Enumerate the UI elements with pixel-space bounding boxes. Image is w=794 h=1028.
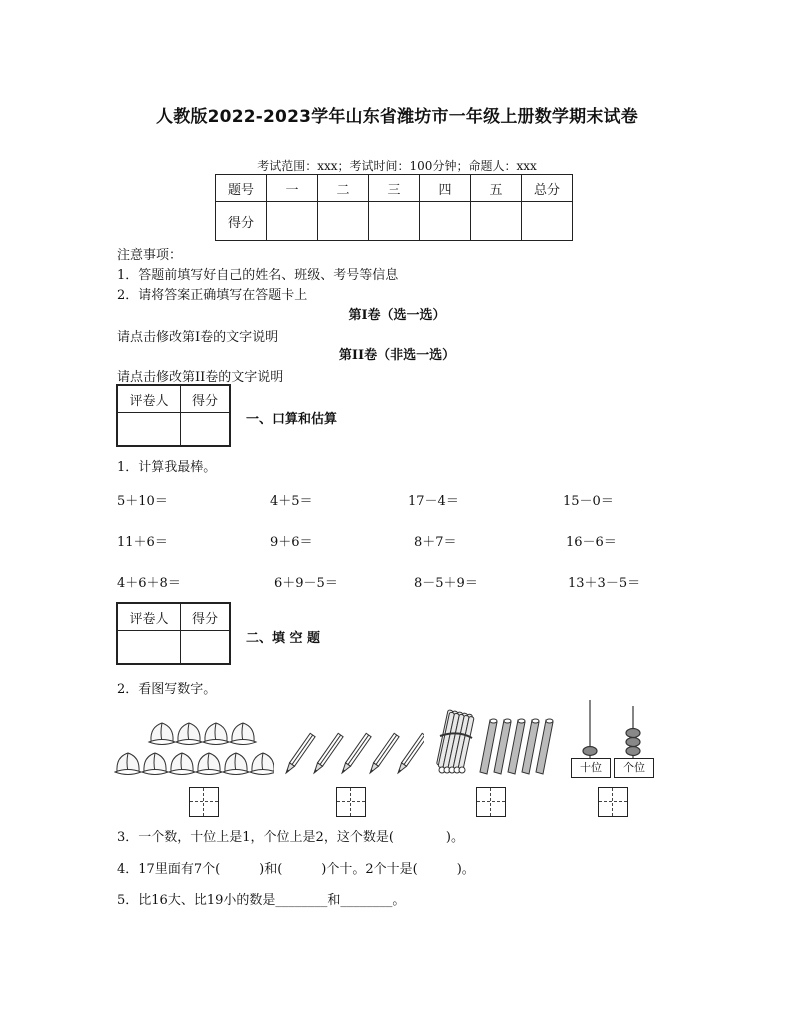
score-header-cell: 一 bbox=[267, 175, 318, 202]
grader-score-label: 得分 bbox=[181, 385, 231, 413]
pencil-icon bbox=[284, 733, 315, 774]
stick-icon bbox=[494, 720, 511, 774]
calc-item: 9＋6＝ bbox=[270, 535, 313, 550]
question-5: 5．比16大、比19小的数是________和________。 bbox=[117, 893, 406, 908]
score-header-cell: 五 bbox=[471, 175, 522, 202]
grader-table bbox=[116, 384, 231, 447]
score-header-cell: 题号 bbox=[216, 175, 267, 202]
calc-item: 16－6＝ bbox=[566, 535, 617, 550]
grader-score-label: 得分 bbox=[181, 603, 231, 631]
abacus-ones-label: 个位 bbox=[614, 758, 654, 778]
exam-info: 考试范围：xxx；考试时间：100分钟；命题人：xxx bbox=[257, 159, 537, 173]
abacus-bead bbox=[583, 747, 597, 756]
peach-icon bbox=[115, 753, 141, 775]
score-input-cell[interactable] bbox=[420, 202, 471, 241]
stick-icon bbox=[536, 720, 553, 774]
peach-icon bbox=[169, 753, 195, 775]
score-header-cell: 总分 bbox=[522, 175, 573, 202]
abacus-bead bbox=[626, 747, 640, 756]
stick-bundle-icon bbox=[436, 710, 474, 773]
abacus-tens-label: 十位 bbox=[571, 758, 611, 778]
peach-icon bbox=[203, 723, 229, 745]
grader-reviewer-cell[interactable] bbox=[117, 631, 181, 665]
sticks-picture bbox=[436, 706, 554, 778]
volume1-desc[interactable]: 请点击修改第I卷的文字说明 bbox=[117, 330, 279, 345]
peach-icon bbox=[149, 723, 175, 745]
stick-icon bbox=[508, 720, 525, 774]
volume2-title: 第II卷（非选一选） bbox=[338, 348, 456, 363]
calc-item: 8＋7＝ bbox=[414, 535, 457, 550]
calc-item: 4＋5＝ bbox=[270, 494, 313, 509]
peach-icon bbox=[176, 723, 202, 745]
peach-icon bbox=[250, 753, 274, 775]
abacus-bead bbox=[626, 738, 640, 747]
stick-icon bbox=[522, 720, 539, 774]
peach-icon bbox=[230, 723, 256, 745]
page-title: 人教版2022-2023学年山东省潍坊市一年级上册数学期末试卷 bbox=[156, 107, 638, 127]
answer-box[interactable] bbox=[336, 787, 366, 817]
peach-icon bbox=[142, 753, 168, 775]
question-2: 2．看图写数字。 bbox=[117, 682, 217, 697]
section2-title: 二、填 空 题 bbox=[246, 631, 321, 646]
calc-item: 17－4＝ bbox=[408, 494, 459, 509]
abacus-rods bbox=[571, 700, 653, 760]
score-input-cell[interactable] bbox=[318, 202, 369, 241]
peaches-picture bbox=[114, 715, 274, 781]
score-input-cell[interactable] bbox=[522, 202, 573, 241]
note-item: 2．请将答案正确填写在答题卡上 bbox=[117, 288, 308, 303]
pencil-icon bbox=[340, 733, 371, 774]
calc-item: 15－0＝ bbox=[563, 494, 614, 509]
score-input-cell[interactable] bbox=[471, 202, 522, 241]
calc-item: 8－5＋9＝ bbox=[414, 576, 478, 591]
pencils-picture bbox=[282, 728, 424, 778]
score-table bbox=[215, 174, 573, 241]
score-input-cell[interactable] bbox=[369, 202, 420, 241]
answer-box[interactable] bbox=[598, 787, 628, 817]
section1-title: 一、口算和估算 bbox=[246, 412, 338, 427]
pencil-icon bbox=[368, 733, 399, 774]
calc-item: 6＋9－5＝ bbox=[274, 576, 338, 591]
grader-reviewer-cell[interactable] bbox=[117, 413, 181, 447]
score-header-cell: 二 bbox=[318, 175, 369, 202]
score-header-cell: 四 bbox=[420, 175, 471, 202]
score-input-cell[interactable] bbox=[267, 202, 318, 241]
grader-reviewer-label: 评卷人 bbox=[117, 603, 181, 631]
peach-icon bbox=[196, 753, 222, 775]
calc-item: 11＋6＝ bbox=[117, 535, 168, 550]
notes-heading: 注意事项： bbox=[117, 248, 183, 263]
question-1: 1．计算我最棒。 bbox=[117, 460, 217, 475]
volume1-title: 第I卷（选一选） bbox=[348, 308, 446, 323]
abacus-bead bbox=[626, 729, 640, 738]
answer-box[interactable] bbox=[476, 787, 506, 817]
question-4: 4．17里面有7个( )和( )个十。2个十是( )。 bbox=[117, 862, 475, 877]
calc-item: 4＋6＋8＝ bbox=[117, 576, 181, 591]
grader-score-cell[interactable] bbox=[181, 413, 231, 447]
calc-item: 5＋10＝ bbox=[117, 494, 168, 509]
score-header-cell: 三 bbox=[369, 175, 420, 202]
grader-reviewer-label: 评卷人 bbox=[117, 385, 181, 413]
answer-box[interactable] bbox=[189, 787, 219, 817]
calc-item: 13＋3－5＝ bbox=[568, 576, 641, 591]
question-3: 3．一个数，十位上是1，个位上是2，这个数是( )。 bbox=[117, 830, 464, 845]
pencil-icon bbox=[396, 733, 424, 774]
peach-icon bbox=[223, 753, 249, 775]
abacus-picture bbox=[571, 700, 653, 780]
grader-score-cell[interactable] bbox=[181, 631, 231, 665]
volume2-desc[interactable]: 请点击修改第II卷的文字说明 bbox=[117, 370, 284, 385]
pencil-icon bbox=[312, 733, 343, 774]
grader-table bbox=[116, 602, 231, 665]
note-item: 1．答题前填写好自己的姓名、班级、考号等信息 bbox=[117, 268, 399, 283]
stick-icon bbox=[480, 720, 497, 774]
score-row-label: 得分 bbox=[216, 202, 267, 241]
